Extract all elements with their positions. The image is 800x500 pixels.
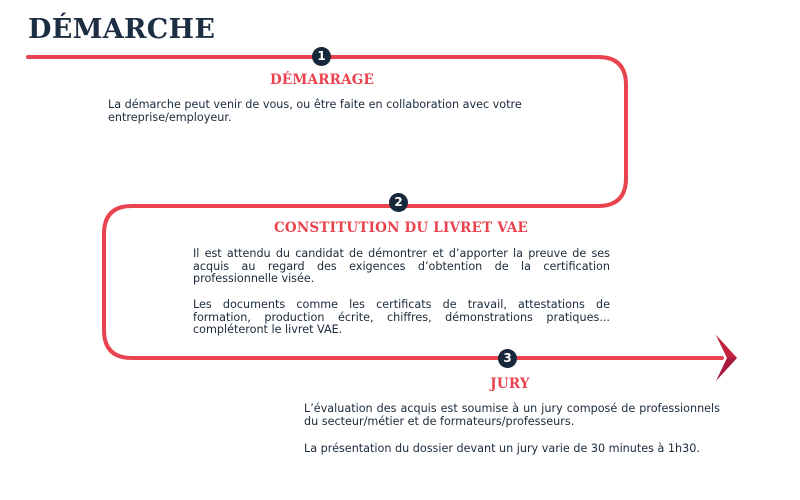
page-title: DÉMARCHE <box>28 14 216 45</box>
step-2-title: CONSTITUTION DU LIVRET VAE <box>273 220 529 236</box>
step-3-title: JURY <box>490 376 530 392</box>
step-1-text: La démarche peut venir de vous, ou être faite en collaboration avec votre entreprise/employeur. <box>108 98 522 124</box>
step-2-text-2: Les documents comme les certificats de travail, attestations de formation, production écrite, chiffres, démonstrations pratiques... compléteront le livret VAE. <box>193 298 610 336</box>
step-3-badge: 3 <box>498 349 517 368</box>
step-1-title: DÉMARRAGE <box>270 72 374 88</box>
step-2-badge: 2 <box>389 193 408 212</box>
step-1-badge: 1 <box>312 47 331 66</box>
arrow-head-highlight <box>716 335 737 358</box>
step-3-text-1: L’évaluation des acquis est soumise à un jury composé de professionnels du secteur/métier et de formateurs/professeurs. <box>304 402 720 428</box>
step-3-text-2: La présentation du dossier devant un jury varie de 30 minutes à 1h30. <box>304 442 700 455</box>
step-2-text-1: Il est attendu du candidat de démontrer et d’apporter la preuve de ses acquis au regard des exigences d’obtention de la certification professionnelle visée. <box>193 247 610 285</box>
